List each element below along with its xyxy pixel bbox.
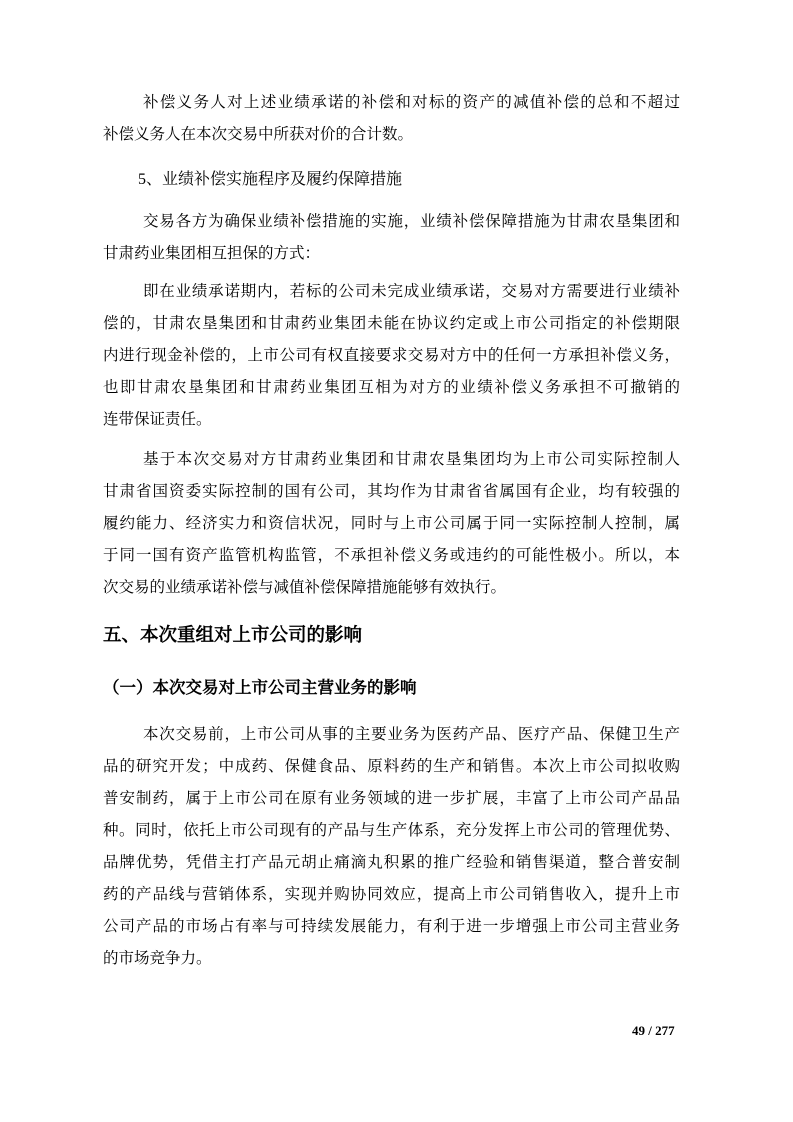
heading-subsection-1-main-business-impact: （一）本次交易对上市公司主营业务的影响 [103,679,417,697]
paragraph-mutual-guarantee [103,276,680,436]
text-line: 次交易的业绩承诺补偿与减值补偿保障措施能够有效执行。 [103,579,507,596]
text-line: 交易各方为确保业绩补偿措施的实施，业绩补偿保障措施为甘肃农垦集团和 [143,213,680,230]
text-line: 补偿义务人对上述业绩承诺的补偿和对标的资产的减值补偿的总和不超过 [143,94,680,111]
text-line: 普安制药，属于上市公司在原有业务领域的进一步扩展，丰富了上市公司产品品 [103,790,680,807]
text-line: 本次交易前，上市公司从事的主要业务为医药产品、医疗产品、保健卫生产 [143,726,680,743]
text-line: 甘肃省国资委实际控制的国有公司，其均作为甘肃省省属国有企业，均有较强的 [103,483,680,500]
text-line: 内进行现金补偿的，上市公司有权直接要求交易对方中的任何一方承担补偿义务， [103,347,680,364]
text-line: 药的产品线与营销体系，实现并购协同效应，提高上市公司销售收入，提升上市 [103,886,680,903]
text-line: 公司产品的市场占有率与可持续发展能力，有利于进一步增强上市公司主营业务 [103,918,680,935]
text-line: 偿的，甘肃农垦集团和甘肃药业集团未能在协议约定或上市公司指定的补偿期限 [103,315,680,332]
text-line: 连带保证责任。 [103,411,212,428]
text-line: 也即甘肃农垦集团和甘肃药业集团互相为对方的业绩补偿义务承担不可撤销的 [103,379,680,396]
text-line: 履约能力、经济实力和资信状况，同时与上市公司属于同一实际控制人控制，属 [103,515,680,532]
paragraph-main-business-impact [103,719,680,975]
heading-item-5-performance-compensation-procedure: 5、业绩补偿实施程序及履约保障措施 [138,171,403,188]
paragraph-guarantee-method [103,206,680,270]
text-line: 基于本次交易对方甘肃药业集团和甘肃农垦集团均为上市公司实际控制人 [143,451,680,468]
text-line: 品的研究开发；中成药、保健食品、原料药的生产和销售。本次上市公司拟收购 [103,758,680,775]
text-line: 即在业绩承诺期内，若标的公司未完成业绩承诺，交易对方需要进行业绩补 [143,283,680,300]
text-line: 品牌优势，凭借主打产品元胡止痛滴丸积累的推广经验和销售渠道，整合普安制 [103,854,680,871]
paragraph-compensation-cap [103,87,680,151]
page-number: 49 / 277 [632,1023,675,1038]
heading-section-5-restructuring-impact: 五、本次重组对上市公司的影响 [103,624,363,645]
text-line: 种。同时，依托上市公司现有的产品与生产体系，充分发挥上市公司的管理优势、 [103,822,680,839]
text-line: 于同一国有资产监管机构监管，不承担补偿义务或违约的可能性极小。所以，本 [103,547,680,564]
text-line: 补偿义务人在本次交易中所获对价的合计数。 [103,126,414,143]
page-content [103,87,680,975]
paragraph-execution-feasibility [103,444,680,604]
text-line: 的市场竞争力。 [103,950,212,967]
text-line: 甘肃药业集团相互担保的方式： [103,245,321,262]
